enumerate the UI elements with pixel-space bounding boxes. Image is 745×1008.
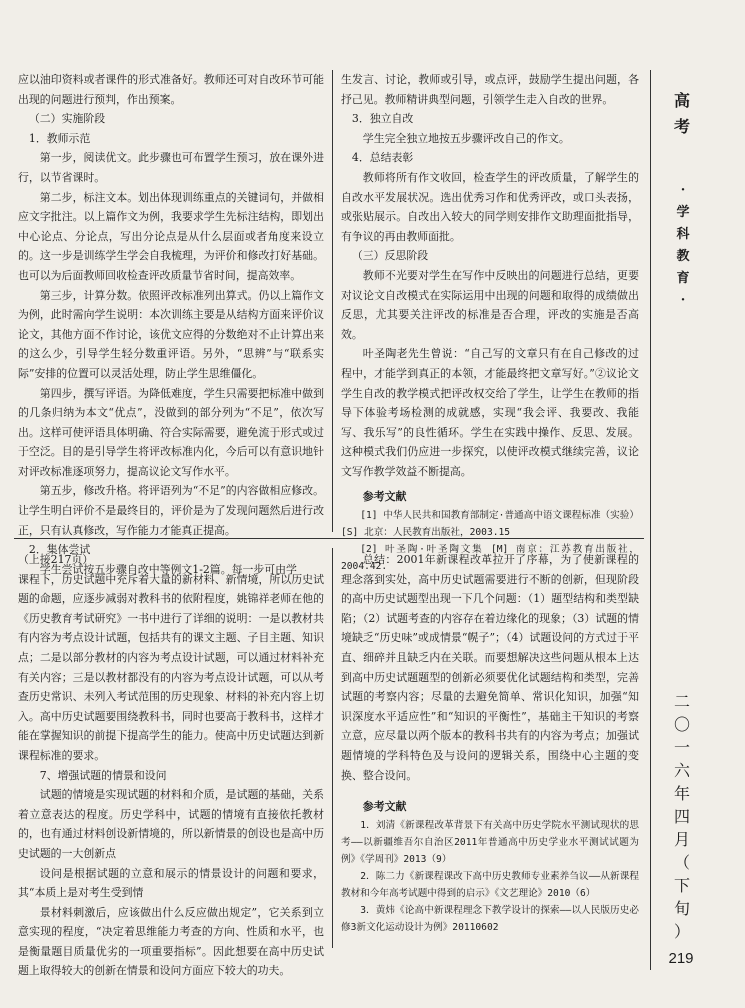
paragraph: 第一步，阅读优文。此步骤也可布置学生预习，放在课外进行，以节省课时。 xyxy=(18,151,324,184)
paragraph: 第四步，撰写评语。为降低难度，学生只需要把标准中做到的几条归纳为本文“优点”，没做到的部分列为“不足”，依次写出。这样可使评语具体明确、符合实际需要，避免流于形式或过于空泛。目的是引导学生将评改标准内化，今后可以有意识地针对评改标准逐项努力，提高议论文写作水平。 xyxy=(18,386,324,478)
paragraph: 叶圣陶老先生曾说：“自己写的文章只有在自己修改的过程中，才能学到真正的本领，才能最终把文章写好。”②议论文学生自改的教学模式把评改权交给了学生，让学生在教师的指导下体验考场检测的成就感，实现“我会评、我要改、我能写、我乐写”的良性循环。学生在实践中操作、反思、发展。这种模式我们仍应进一步探究，以使评改模式继续完善，议论文写作教学效益不断提高。 xyxy=(341,347,639,478)
reference-item: 2．陈二力《新课程课改下高中历史教师专业素养刍议——从新课程教材和今年高考试题中得到的启示》《文艺理论》2010（6） xyxy=(341,870,639,899)
journal-name: 高 考 xyxy=(673,91,690,136)
issue-year: 二 〇 一 六 年 xyxy=(673,692,690,803)
section-subtitle: · 学 科 教 育 · xyxy=(676,183,690,308)
references-title: 参考文献 xyxy=(362,490,407,504)
references-title: 参考文献 xyxy=(362,800,407,814)
article-column-top-left xyxy=(18,70,324,579)
section-heading: 7、增强试题的情景和设问 xyxy=(39,768,167,782)
paragraph: 设问是根据试题的立意和展示的情景设计的问题和要求，其“本质上是对考生受到情 xyxy=(18,866,324,900)
subsection-heading: 3．独立自改 xyxy=(351,112,414,126)
sidebar-divider xyxy=(650,70,651,970)
paragraph: 应以油印资料或者课件的形式准备好。教师还可对自改环节可能出现的问题进行预判，作出预案。 xyxy=(18,73,324,106)
paragraph: 第二步，标注文本。划出体现训练重点的关键词句，并做相应文字批注。以上篇作文为例，我要求学生先标注结构，即划出中心论点、分论点，写出分论点是从什么层面或者角度来设立的。这一步是训练学生学会自我梳理，为评价和修改打好基础。也可以为后面教师回收检查评改质量节省时间，提高效率。 xyxy=(18,190,324,282)
issue-month: 四 月 xyxy=(673,807,690,849)
reference-item: [2] 叶圣陶·叶圣陶文集 [M] 南京：江苏教育出版社，2004.42. xyxy=(341,544,639,573)
issue-period: （ 下 旬 ） xyxy=(673,853,690,941)
section-heading: （三）反思阶段 xyxy=(351,249,429,263)
continued-from-label: （上接217页） xyxy=(18,553,94,566)
reference-item: [1] 中华人民共和国教育部制定·普通高中语文课程标准（实验）[S] 北京：人民教育出版社，2003.15 xyxy=(341,510,639,539)
article-column-bottom-left xyxy=(18,550,324,981)
paragraph: 生发言、讨论，教师或引导，或点评，鼓励学生提出问题，各抒己见。教师精讲典型问题，引领学生走入自改的世界。 xyxy=(341,73,639,106)
paragraph: 总结：2001年新课程改革拉开了序幕，为了使新课程的理念落到实处，高中历史试题需要进行不断的创新，但现阶段的高中历史试题型出现一下几个问题：（1）题型结构和类型缺陷；（2）试题考查的内容存在着边缘化的现象；（3）试题的情境缺乏“历史味”或成情景“幌子”；（4）试题设问的方式过于平直、细碎并且缺乏内在关联。而要想解决这些问题从根本上达到高中历史试题题型的创新必须要优化试题结构和类型，完善试题的考察内容；尽量的去避免简单、常识化知识，加强“知识深度水平适应性”和“知识的平衡性”，基础主干知识的考察立意，应尽量以两个版本的教科书共有的内容为考点；加强试题情境的学科特色及与设问的逻辑关系，围绕中心主题的变换、整合设问。 xyxy=(341,553,639,782)
paragraph: 第五步，修改升格。将评语列为“不足”的内容做相应修改。让学生明白评价不是最终目的，评价是为了发现问题然后进行改正，只有认真修改，写作能力才能真正提高。 xyxy=(18,484,324,537)
reference-item: 3．黄炜《论高中新课程理念下教学设计的探索——以人民版历史必修3新文化运动设计为例》20110602 xyxy=(341,904,639,933)
subsection-heading: 1．教师示范 xyxy=(28,131,91,145)
paragraph: 教师将所有作文收回，检查学生的评改质量，了解学生的自改水平发展状况。选出优秀习作和优秀评改，或口头表扬，或张贴展示。自改出入较大的同学则安排作文助理面批指导，有争议的再由教师面批。 xyxy=(341,170,639,243)
subsection-heading: 4．总结表彰 xyxy=(351,151,414,165)
column-divider xyxy=(332,548,333,948)
paragraph: 学生尝试按五步骤自改中等例文1-2篇。每一步可由学 xyxy=(39,562,297,576)
reference-item: 1．刘清《新课程改革背景下有关高中历史学院水平测试现状的思考——以新疆维吾尔自治区2011年普通高中历史学业水平测试试题为例》《学周刊》2013（9） xyxy=(341,819,639,865)
section-divider xyxy=(14,538,644,539)
paragraph: 试题的情境是实现试题的材料和介质，是试题的基础，关系着立意表达的程度。历史学科中，试题的情境有直接依托教材的，也有通过材料创设新情境的，所以新情景的创设也是高中历史试题的一大创新点 xyxy=(18,788,324,860)
paragraph: 景材料刺激后，应该做出什么反应做出规定”，它关系到立意实现的程度，“决定着思维能力考查的方向、性质和水平，也是衡量题目质量优劣的一项重要指标”。因此想要在高中历史试题上取得较大的创新在情景和设问方面应下较大的功夫。 xyxy=(18,905,324,978)
subsection-heading: 2．集体尝试 xyxy=(28,543,91,557)
paragraph: 学生完全独立地按五步骤评改自己的作文。 xyxy=(362,131,570,145)
page-number: 219 xyxy=(668,950,694,967)
section-heading: （二）实施阶段 xyxy=(28,112,106,126)
article-column-top-right xyxy=(341,70,639,575)
paragraph: 教师不光要对学生在写作中反映出的问题进行总结，更要对议论文自改模式在实际运用中出现的问题和取得的成绩做出反思，尤其要关注评改的标准是否合理，评改的实施是否高效。 xyxy=(341,268,639,341)
column-divider xyxy=(332,70,333,532)
issue-date xyxy=(660,690,704,943)
article-column-bottom-right xyxy=(341,550,639,936)
paragraph: 第三步，计算分数。依照评改标准列出算式。仍以上篇作文为例，此时需向学生说明：本次训练主要是从结构方面来评价议论文，其他方面不作讨论，该优文应得的分数绝对不止计算出来的这么少，引导学生轻分数重评语。另外，“思辨”与“联系实际”安排的位置可以灵活处理，防止学生思维僵化。 xyxy=(18,288,324,380)
paragraph: 课程下，历史试题中充斥着大量的新材料、新情境，所以历史试题的命题，应逐步减弱对教科书的依附程度，姚锦祥老师在他的《历史教育考试研究》一书中进行了详细的说明：一是以教材共有内容为考点设计试题，包括共有的课文主题、子目主题、知识点；二是以部分教材的内容为考点设计试题，可以通过材料补充有关内容；三是以教材都没有的内容为考点设计试题，可以从考查历史常识、未列入考试范围的历史现象、材料的补充内容上切入。高中历史试题要围绕教科书，同时也要高于教科书，这样才能在掌握知识的前提下提高学生的能力。使高中历史试题达到新课程标准的要求。 xyxy=(18,572,324,762)
